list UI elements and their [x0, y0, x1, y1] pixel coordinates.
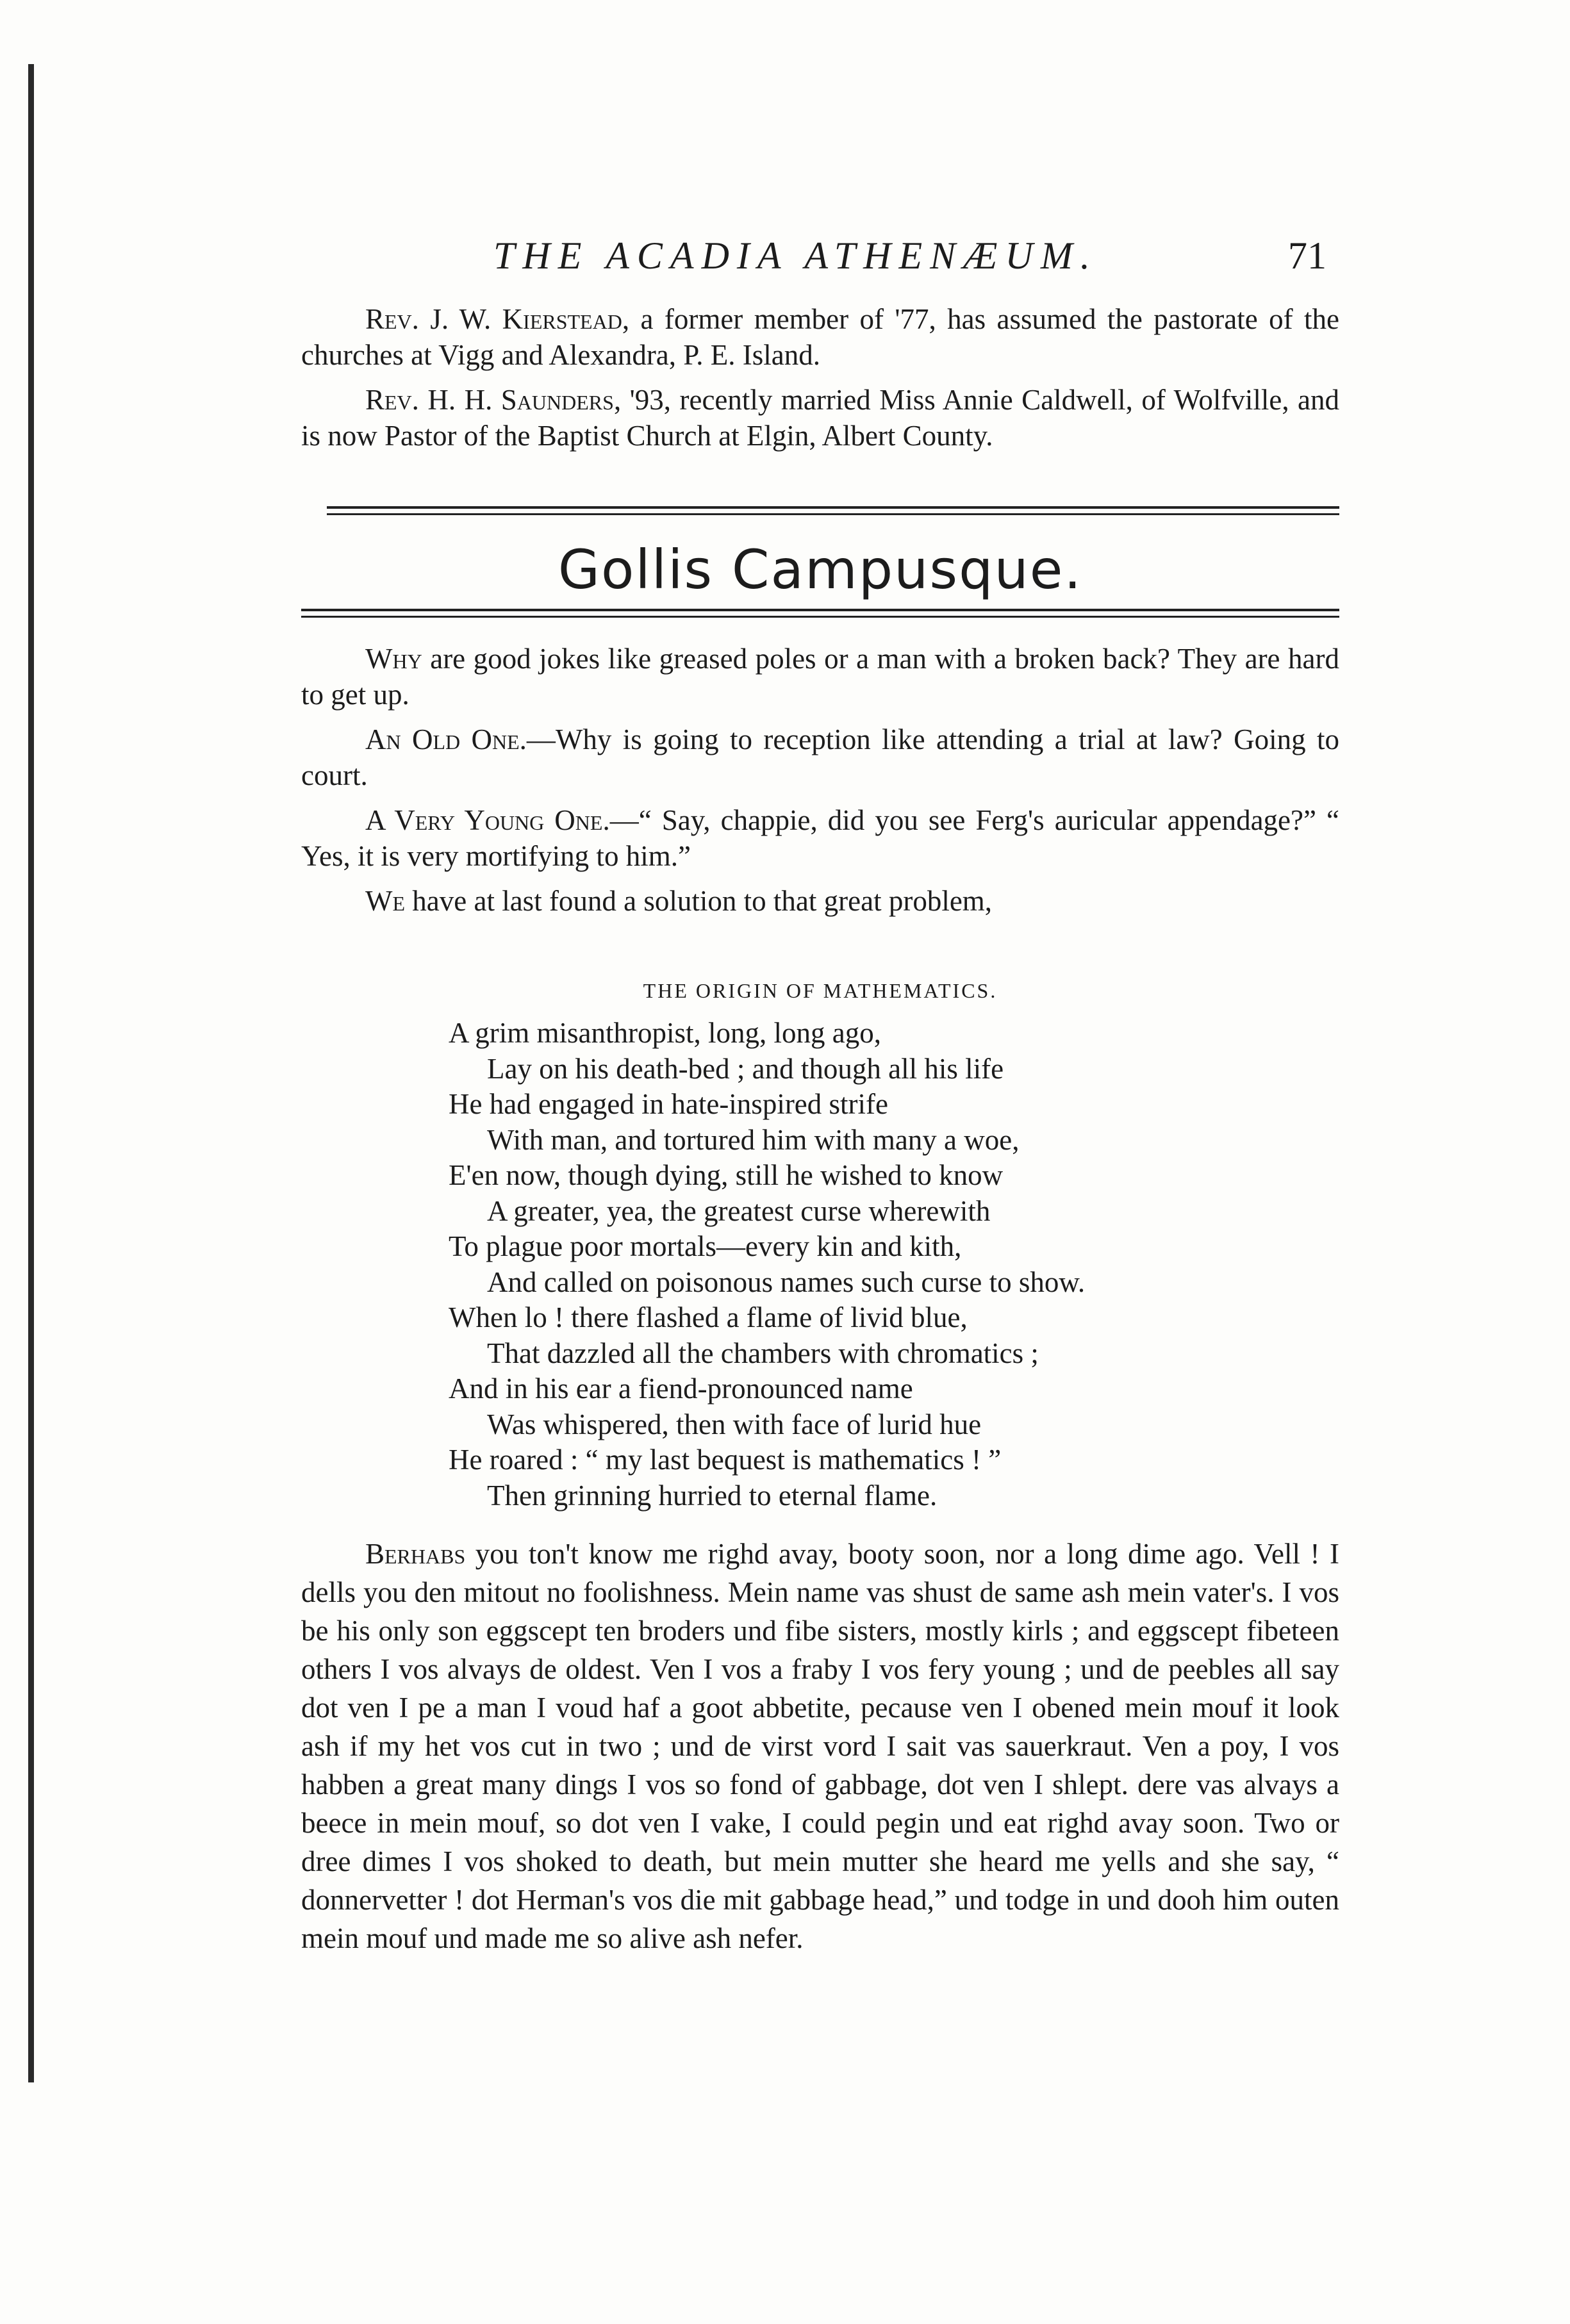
joke-lead: We: [365, 885, 406, 917]
joke-item: [301, 641, 1339, 713]
personal-name: Rev. J. W. Kierstead,: [365, 303, 630, 335]
personal-text: '93, recently married Miss Annie Caldwell, of Wolfville, and is now Pastor of the Baptist Church at Elgin, Albert County.: [301, 384, 1340, 452]
joke-item: [301, 721, 1339, 793]
poem-line: Was whispered, then with face of lurid hue: [487, 1408, 982, 1440]
journal-title: THE ACADIA ATHENÆUM.: [493, 235, 1098, 277]
divider-bottom: [301, 609, 1339, 611]
jokes-section: [301, 641, 1339, 928]
joke-item: [301, 883, 1339, 919]
dialect-paragraph: [301, 1535, 1339, 1957]
poem-line: Then grinning hurried to eternal flame.: [487, 1479, 938, 1512]
poem-line: That dazzled all the chambers with chromatics ;: [487, 1337, 1039, 1369]
dialect-lead: Berhabs: [365, 1538, 466, 1570]
poem-line: With man, and tortured him with many a woe,: [487, 1123, 1020, 1156]
personal-text: a former member of '77, has assumed the pastorate of the churches at Vigg and Alexandra, P. E. Island.: [301, 303, 1339, 371]
joke-lead: A Very Young One.: [365, 804, 610, 836]
poem-line: He had engaged in hate-inspired strife: [449, 1088, 888, 1120]
joke-text: —“ Say, chappie, did you see Ferg's auricular appendage?” “ Yes, it is very mortifying to him.”: [301, 804, 1339, 872]
personals-section: [301, 301, 1339, 463]
divider-top: [327, 506, 1339, 509]
poem-line: A grim misanthropist, long, long ago,: [449, 1017, 881, 1049]
joke-item: [301, 802, 1339, 874]
personal-item: [301, 301, 1339, 373]
joke-lead: Why: [365, 643, 422, 675]
personal-item: [301, 382, 1339, 454]
personal-name: Rev. H. H. Saunders,: [365, 384, 622, 416]
poem-line: He roared : “ my last bequest is mathematics ! ”: [449, 1444, 1002, 1476]
poem: [449, 1016, 1085, 1513]
poem-line: And in his ear a fiend-pronounced name: [449, 1372, 913, 1405]
poem-title: THE ORIGIN OF MATHEMATICS.: [643, 979, 998, 1002]
joke-text: —Why is going to reception like attending a trial at law? Going to court.: [301, 723, 1339, 791]
section-title: Gollis Campusque.: [558, 538, 1083, 601]
binding-edge: [28, 64, 34, 2082]
dialect-text: you ton't know me righd avay, booty soon, nor a long dime ago. Vell ! I dells you den mitout no foolishness. Mein name vas shust de same ash mein vater's. I vos be his only son eggscept ten broders und fibe sisters, mostly kirls ; and eggscept fibeteen others I vos alvays de oldest. Ven I vos a fraby I vos fery young ; und de peebles all say dot ven I pe a man I voud haf a goot abbetite, pecause ven I obened mein mouf it look ash if my het vos cut in two ; und de virst vord I sait vas sauerkraut. Ven a poy, I vos habben a great many dings I vos so fond of gabbage, dot ven I shlept. dere vas alvays a beece in mein mouf, so dot ven I vake, I could pegin und eat righd avay soon. Two or dree dimes I vos shoked to death, but mein mutter she heard me yells and she say, “ donnervetter ! dot Herman's vos die mit gabbage head,” und todge in und dooh him outen mein mouf und made me so alive ash nefer.: [301, 1538, 1340, 1954]
running-header: [301, 234, 1326, 292]
poem-line: When lo ! there flashed a flame of livid blue,: [449, 1301, 968, 1333]
joke-text: are good jokes like greased poles or a man with a broken back? They are hard to get up.: [301, 643, 1339, 711]
joke-text: have at last found a solution to that great problem,: [412, 885, 993, 917]
page-number: 71: [1288, 235, 1326, 277]
poem-line: And called on poisonous names such curse to show.: [487, 1265, 1086, 1298]
joke-lead: An Old One.: [365, 723, 527, 755]
poem-line: E'en now, though dying, still he wished to know: [449, 1159, 1004, 1191]
poem-line: A greater, yea, the greatest curse wherewith: [487, 1194, 991, 1227]
dialect-section: [301, 1535, 1339, 1966]
poem-line: To plague poor mortals—every kin and kith,: [449, 1230, 962, 1262]
poem-line: Lay on his death-bed ; and though all his life: [487, 1052, 1004, 1085]
